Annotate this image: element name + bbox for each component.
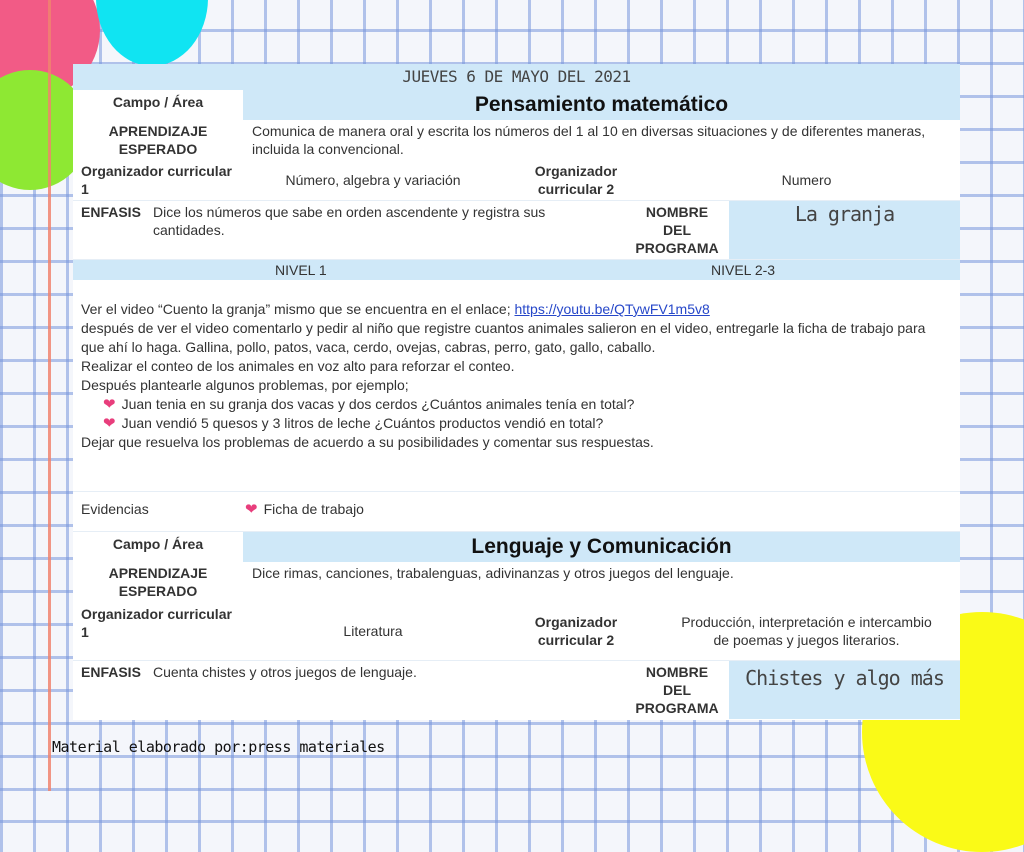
- section2-aprendizaje: Dice rimas, canciones, trabalenguas, adivinanzas y otros juegos del lenguaje.: [252, 565, 734, 581]
- heart-icon: ❤: [103, 415, 116, 432]
- aprendizaje-label-1: APRENDIZAJE ESPERADO: [108, 123, 208, 157]
- org1-label-1: Organizador curricular 1: [81, 163, 232, 197]
- campo-label-1: Campo / Área: [112, 94, 204, 110]
- row-divider: [73, 660, 960, 661]
- section1-title: Pensamiento matemático: [243, 90, 960, 120]
- bullet-text-2: Juan vendió 5 quesos y 3 litros de leche ¿Cuántos productos vendió en total?: [121, 415, 604, 431]
- margin-line: [48, 0, 51, 791]
- evidencias-value: [217, 492, 960, 530]
- section1-aprendizaje: Comunica de manera oral y escrita los números del 1 al 10 en diversas situaciones y de diferentes maneras, incluida la convencional.: [252, 123, 926, 157]
- nivel1-label: NIVEL 1: [275, 262, 327, 278]
- activity-p2: Realizar el conteo de los animales en voz alto para reforzar el conteo.: [81, 358, 515, 374]
- org1-label-2: Organizador curricular 1: [81, 606, 232, 640]
- activity-block: [73, 282, 960, 490]
- bullet-item-1: [81, 395, 952, 414]
- row-divider: [73, 200, 960, 201]
- section1-org1: Número, algebra y variación: [285, 172, 461, 188]
- section1-enfasis: Dice los números que sabe en orden ascendente y registra sus cantidades.: [153, 204, 546, 238]
- row-divider: [73, 531, 960, 532]
- bullet-item-2: [81, 414, 952, 433]
- section2-enfasis: Cuenta chistes y otros juegos de lenguaje.: [153, 664, 417, 680]
- section1-org2: Numero: [781, 172, 832, 188]
- row-divider: [73, 259, 960, 260]
- date-header: JUEVES 6 DE MAYO DEL 2021: [73, 64, 960, 90]
- section1-programa: La granja: [729, 201, 960, 259]
- org2-label-1: Organizador curricular 2: [534, 163, 618, 197]
- campo-label-2: Campo / Área: [112, 536, 204, 552]
- org2-label-2: Organizador curricular 2: [534, 614, 618, 648]
- aprendizaje-label-2: APRENDIZAJE ESPERADO: [108, 565, 208, 599]
- evidencias-label: Evidencias: [81, 501, 149, 517]
- section2-org1: Literatura: [343, 623, 403, 639]
- nivel-bar: [73, 260, 960, 280]
- footer-credit: Material elaborado por:press materiales: [52, 738, 385, 756]
- activity-intro: Ver el video “Cuento la granja” mismo que se encuentra en el enlace;: [81, 301, 515, 317]
- enfasis-label-2: ENFASIS: [81, 664, 141, 680]
- bullet-text-1: Juan tenia en su granja dos vacas y dos cerdos ¿Cuántos animales tenía en total?: [121, 396, 635, 412]
- heart-icon: ❤: [245, 501, 258, 518]
- decor-circle-cyan: [96, 0, 208, 66]
- section2-title: Lenguaje y Comunicación: [243, 532, 960, 562]
- row-divider: [73, 491, 960, 492]
- evidencia-text: Ficha de trabajo: [263, 501, 364, 517]
- section2-org2: Producción, interpretación e intercambio de poemas y juegos literarios.: [681, 614, 932, 648]
- section2-programa: Chistes y algo más: [729, 661, 960, 719]
- enfasis-label-1: ENFASIS: [81, 204, 141, 220]
- heart-icon: ❤: [103, 396, 116, 413]
- activity-p1: después de ver el video comentarlo y pedir al niño que registre cuantos animales salieron en el video, entregarle la ficha de trabajo para que ahí lo haga. Gallina, pollo, patos, vaca, cerdo, ovejas, cabras, perro, gato, gallo, caballo.: [81, 320, 926, 355]
- nombre-label-1: NOMBRE DEL PROGRAMA: [635, 204, 719, 256]
- video-link[interactable]: https://youtu.be/QTywFV1m5v8: [514, 301, 710, 317]
- nombre-label-2: NOMBRE DEL PROGRAMA: [635, 664, 719, 716]
- lesson-plan-sheet: [73, 64, 960, 720]
- nivel2-label: NIVEL 2-3: [711, 262, 776, 278]
- activity-p3: Después plantearle algunos problemas, por ejemplo;: [81, 377, 409, 393]
- activity-p4: Dejar que resuelva los problemas de acuerdo a su posibilidades y comentar sus respuestas.: [81, 434, 654, 450]
